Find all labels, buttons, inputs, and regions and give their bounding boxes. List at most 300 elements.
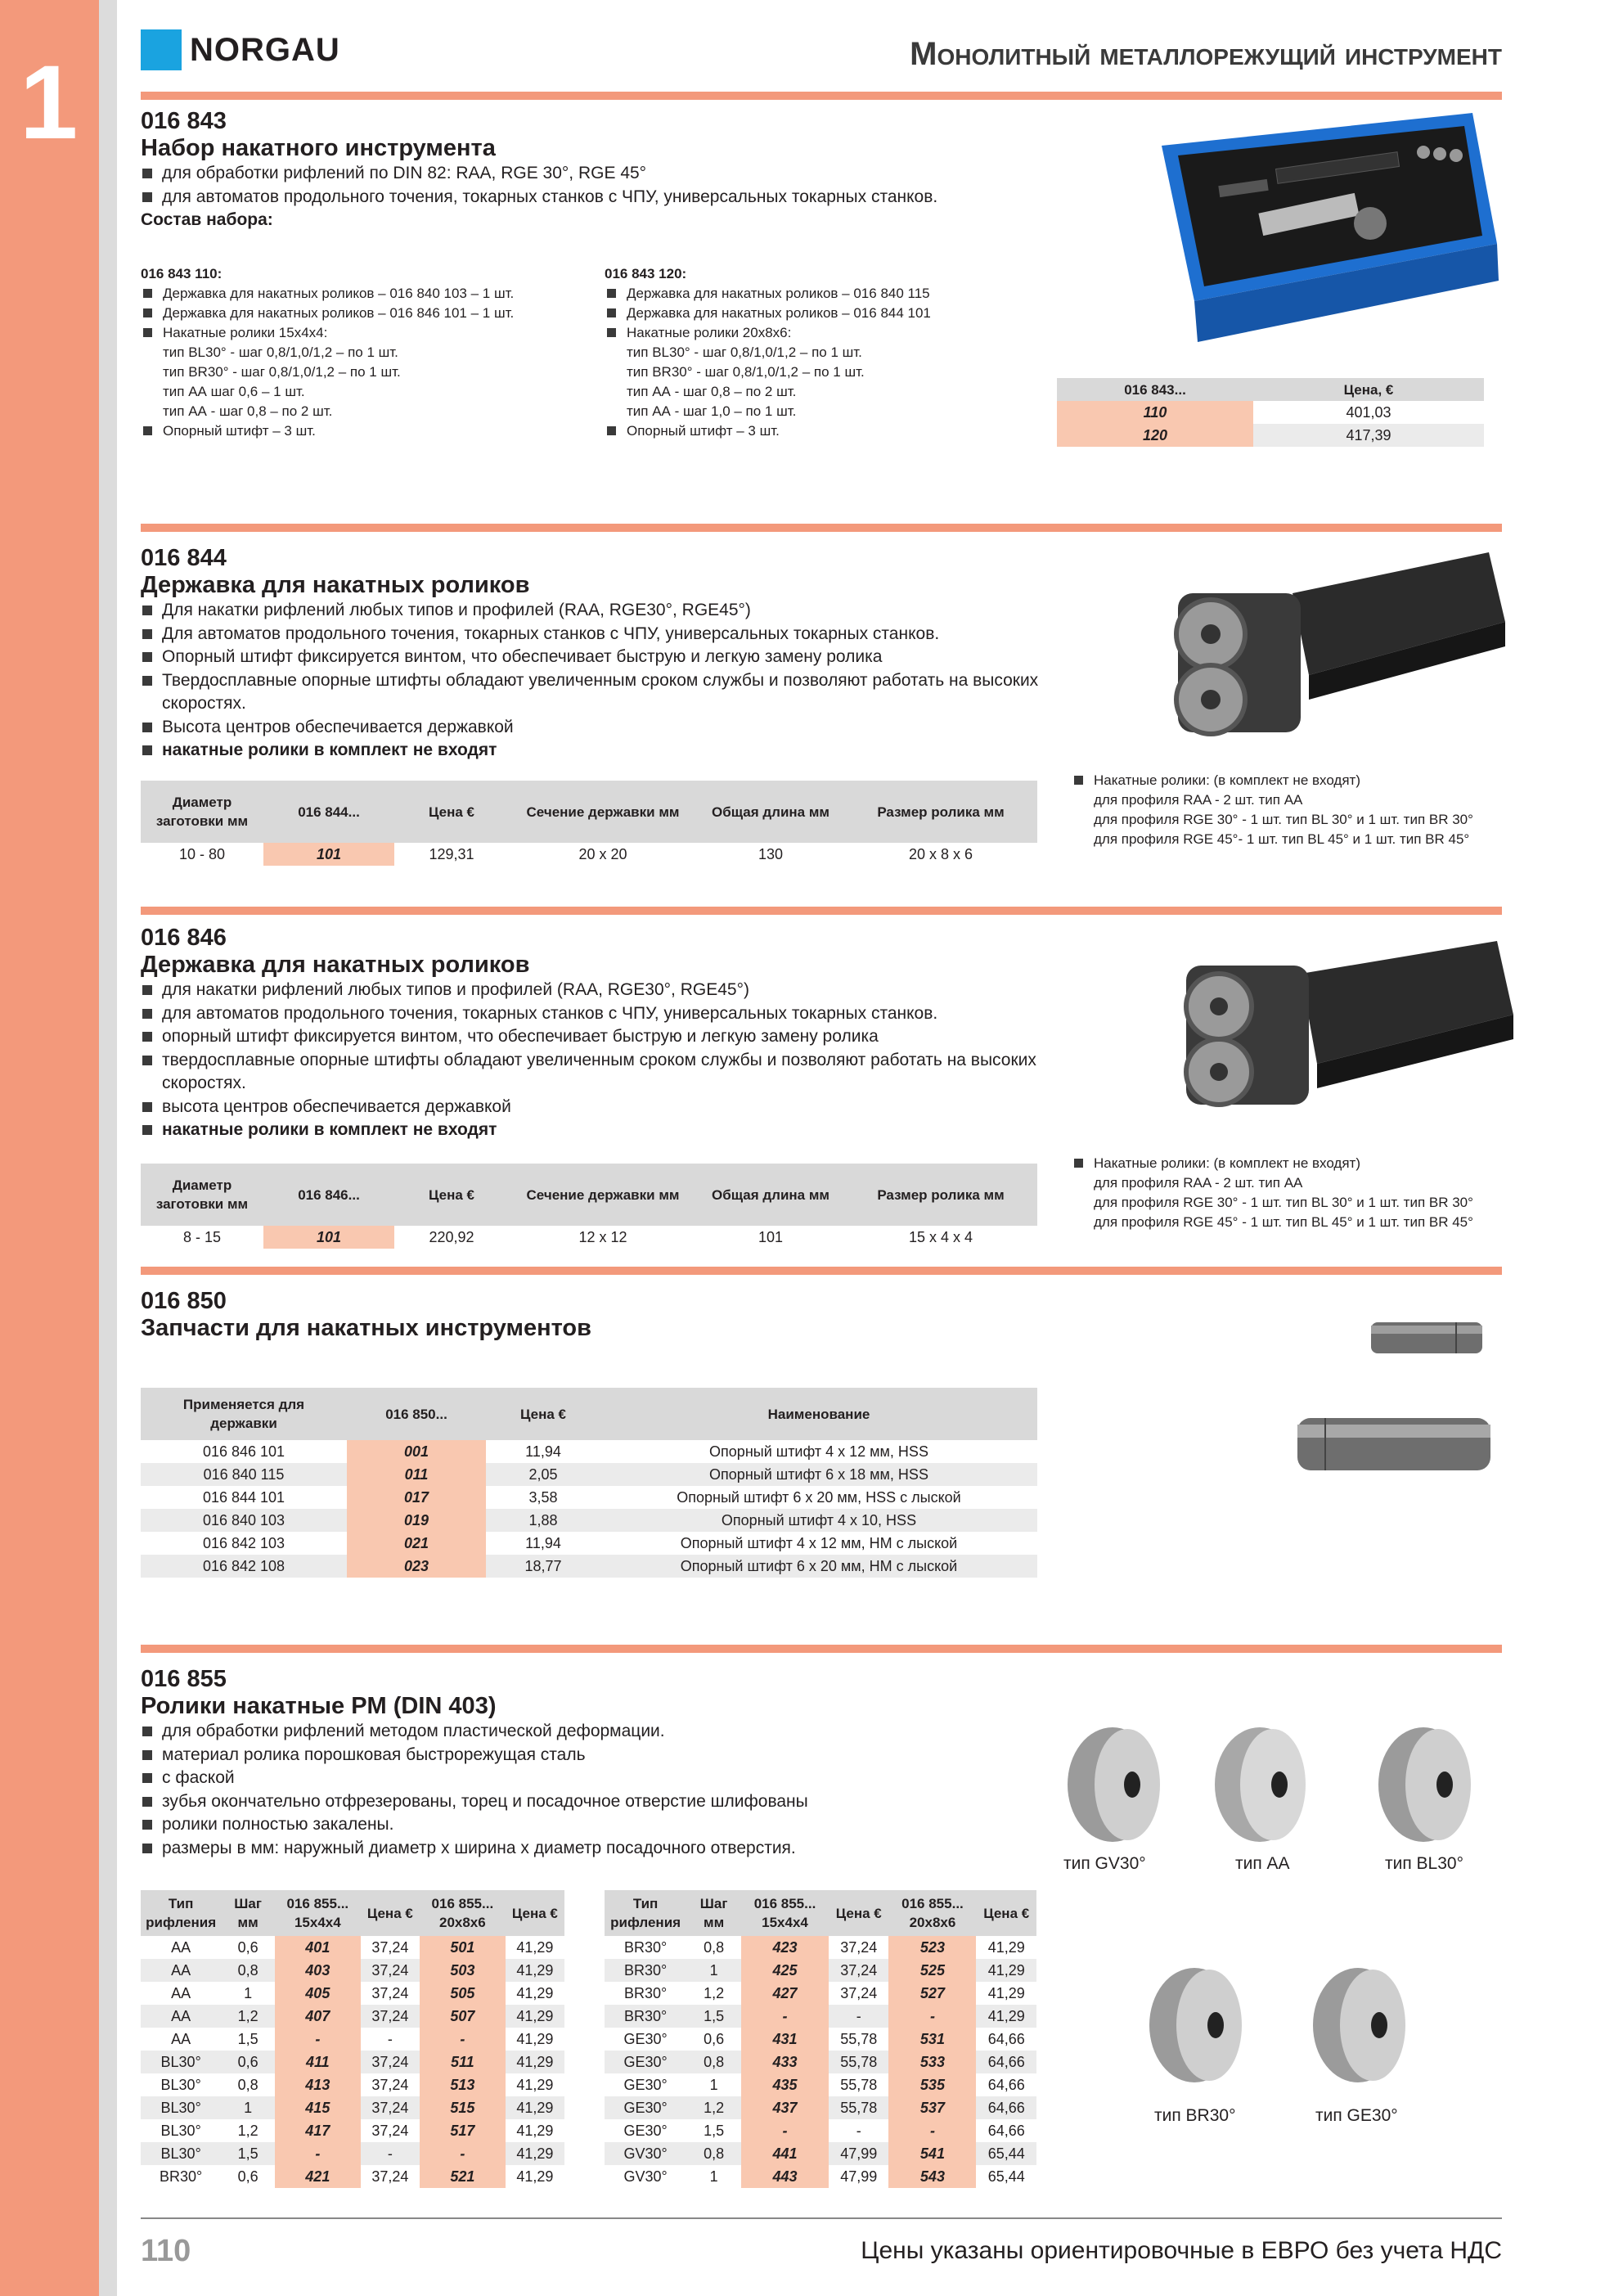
- table-row: [605, 2028, 1036, 2051]
- table-cell: BR30°: [605, 1959, 686, 1982]
- table-cell: 021: [347, 1532, 486, 1555]
- table-cell: 64,66: [987, 2076, 1025, 2093]
- col-header: Шаг мм: [221, 1890, 275, 1936]
- set-subitem: тип АА - шаг 1,0 – по 1 шт.: [627, 403, 797, 419]
- table-cell: 47,99: [840, 2168, 878, 2185]
- feature-item: зубья окончательно отфрезерованы, торец и посадочное отверстие шлифованы: [141, 1790, 1049, 1814]
- table-cell: 543: [888, 2165, 976, 2188]
- roller-aa-image: [1211, 1723, 1317, 1846]
- table-row: [141, 1509, 1037, 1532]
- set-110-list: [141, 284, 599, 441]
- note-line: для профиля RAA - 2 шт. тип АА: [1094, 792, 1303, 808]
- feature-list: [141, 1720, 1049, 1860]
- table-cell: 1,5: [686, 2005, 741, 2028]
- table-cell: 433: [741, 2051, 829, 2073]
- holder-016844-image: [1145, 544, 1522, 765]
- feature-item: накатные ролики в комплект не входят: [141, 1119, 1049, 1142]
- table-cell: 0,8: [221, 1959, 275, 1982]
- table-cell: 1,5: [704, 2122, 725, 2139]
- spec-table-016846: [141, 1164, 1037, 1249]
- table-cell: 431: [741, 2028, 829, 2051]
- feature-item: Твердосплавные опорные штифты обладают увеличенным сроком службы и позволяют работать на высоких скоростях.: [141, 669, 1049, 716]
- table-row: [141, 2165, 564, 2188]
- table-cell: 37,24: [829, 1959, 889, 1982]
- table-cell: 12 x 12: [578, 1228, 627, 1245]
- table-cell: 1: [221, 2096, 275, 2119]
- table-row: [605, 2142, 1036, 2165]
- col-header: Цена €: [486, 1388, 600, 1440]
- col-header: Цена, €: [1253, 378, 1484, 401]
- set-subitem: тип АА - шаг 0,8 – по 2 шт.: [627, 384, 797, 399]
- set-item: Державка для накатных роликов – 016 844 101: [605, 304, 1063, 323]
- table-cell: 55,78: [829, 2096, 889, 2119]
- section-rule: [141, 524, 1502, 532]
- table-cell: 517: [420, 2119, 506, 2142]
- table-row: [141, 1440, 1037, 1463]
- table-cell: 65,44: [987, 2168, 1025, 2185]
- table-cell: 37,24: [840, 1984, 878, 2001]
- table-cell: 0,6: [237, 2168, 259, 2185]
- table-cell: 019: [347, 1509, 486, 1532]
- table-cell: -: [387, 2030, 393, 2047]
- table-cell: 016 846 101: [202, 1443, 285, 1460]
- table-cell: GE30°: [605, 2051, 686, 2073]
- feature-list: [141, 162, 1090, 209]
- table-cell: GE30°: [623, 2076, 668, 2093]
- table-cell: 20 x 8 x 6: [908, 845, 973, 862]
- feature-item: Для накатки рифлений любых типов и профилей (RAA, RGE30°, RGE45°): [141, 599, 1049, 623]
- table-cell: АА: [141, 1959, 221, 1982]
- table-cell: 405: [275, 1982, 361, 2005]
- roller-type-label: тип BL30°: [1385, 1854, 1463, 1873]
- table-cell: 64,66: [987, 2122, 1025, 2139]
- table-cell: 37,24: [361, 2096, 420, 2119]
- table-cell: 0,8: [686, 2142, 741, 2165]
- table-cell: Опорный штифт 4 x 10, HSS: [600, 1509, 1037, 1532]
- table-row: [141, 1463, 1037, 1486]
- set-120: [605, 264, 1063, 441]
- table-cell: -: [741, 2119, 829, 2142]
- table-row: [141, 2028, 564, 2051]
- table-cell: 0,6: [237, 1938, 259, 1956]
- price-table-016843: [1057, 378, 1484, 447]
- set-subitem: тип BR30° - шаг 0,8/1,0/1,2 – по 1 шт.: [163, 364, 401, 380]
- table-cell: 0,8: [704, 1938, 725, 1956]
- chapter-sidebar: [0, 0, 99, 2296]
- table-row: [141, 1486, 1037, 1509]
- table-cell: 55,78: [840, 2076, 878, 2093]
- set-subitem: тип BL30° - шаг 0,8/1,0/1,2 – по 1 шт.: [163, 344, 398, 360]
- table-cell: 541: [888, 2142, 976, 2165]
- product-code: 016 843: [141, 108, 227, 134]
- spare-parts-table: [141, 1388, 1037, 1578]
- table-row: [1057, 401, 1484, 424]
- rollers-table-left: [141, 1890, 564, 2188]
- col-header: 016 843...: [1057, 378, 1253, 401]
- set-item: Державка для накатных роликов – 016 840 103 – 1 шт.: [141, 284, 599, 304]
- feature-item: размеры в мм: наружный диаметр x ширина x диаметр посадочного отверстия.: [141, 1837, 1049, 1861]
- set-120-list: [605, 284, 1063, 441]
- feature-item: твердосплавные опорные штифты обладают увеличенным сроком службы и позволяют работать на высоких скоростях.: [141, 1049, 1049, 1096]
- table-row: [141, 2051, 564, 2073]
- table-cell: 20 x 20: [578, 845, 627, 862]
- table-cell: 425: [741, 1959, 829, 1982]
- table-cell: 505: [420, 1982, 506, 2005]
- feature-item: для накатки рифлений любых типов и профилей (RAA, RGE30°, RGE45°): [141, 979, 1049, 1002]
- table-row: [141, 1555, 1037, 1578]
- order-code: 120: [1057, 424, 1253, 447]
- table-cell: BR30°: [605, 2005, 686, 2028]
- table-cell: 37,24: [371, 1938, 409, 1956]
- table-cell: 11,94: [525, 1443, 561, 1460]
- table-row: [605, 2165, 1036, 2188]
- table-cell: 527: [888, 1982, 976, 2005]
- table-cell: BR30°: [623, 1984, 668, 2001]
- col-header: Сечение державки мм: [509, 781, 697, 843]
- footer-note: Цены указаны ориентировочные в ЕВРО без учета НДС: [861, 2237, 1502, 2264]
- col-header: Тип рифления: [141, 1890, 221, 1936]
- table-cell: 023: [347, 1555, 486, 1578]
- table-cell: 535: [888, 2073, 976, 2096]
- table-cell: -: [275, 2142, 361, 2165]
- page-number: 110: [141, 2234, 191, 2268]
- table-cell: 537: [888, 2096, 976, 2119]
- set-items: [141, 284, 599, 441]
- table-cell: 55,78: [829, 2051, 889, 2073]
- table-cell: 41,29: [506, 2096, 564, 2119]
- table-cell: -: [275, 2028, 361, 2051]
- note-heading: Накатные ролики: (в комплект не входят): [1072, 1154, 1513, 1173]
- table-cell: 41,29: [987, 1938, 1025, 1956]
- table-row: [141, 1959, 564, 1982]
- section-016846: [141, 925, 1049, 1142]
- set-label: Состав набора:: [141, 210, 273, 229]
- table-cell: 1,5: [237, 2030, 259, 2047]
- table-cell: 3,58: [528, 1488, 558, 1506]
- table-cell: -: [741, 2005, 829, 2028]
- table-cell: 016 842 103: [202, 1534, 285, 1551]
- table-cell: 016 842 108: [141, 1555, 347, 1578]
- product-title: Запчасти для накатных инструментов: [141, 1315, 591, 1341]
- table-cell: 423: [741, 1936, 829, 1959]
- col-header: Тип рифления: [605, 1890, 686, 1936]
- table-cell: 37,24: [361, 2051, 420, 2073]
- table-cell: 2,05: [486, 1463, 600, 1486]
- col-header: 016 855... 15x4x4: [275, 1890, 361, 1936]
- table-cell: 411: [275, 2051, 361, 2073]
- product-code: 016 850: [141, 1288, 227, 1314]
- table-cell: 37,24: [371, 2168, 409, 2185]
- table-cell: 1: [709, 2076, 718, 2093]
- product-title: Державка для накатных роликов: [141, 572, 530, 598]
- table-cell: 515: [420, 2096, 506, 2119]
- roller-br30-image: [1145, 1964, 1252, 2087]
- roller-bl30-image: [1374, 1723, 1481, 1846]
- brand-name: NORGAU: [190, 32, 340, 68]
- table-cell: 0,6: [221, 2051, 275, 2073]
- product-title: Державка для накатных роликов: [141, 952, 530, 978]
- note-line: для профиля RGE 30° - 1 шт. тип BL 30° и 1 шт. тип BR 30°: [1094, 812, 1473, 827]
- set-item: Опорный штифт – 3 шт.: [605, 421, 1063, 441]
- pin-small-image: [1366, 1317, 1489, 1358]
- roller-gv30-image: [1063, 1723, 1170, 1846]
- table-cell: 1: [709, 2168, 718, 2185]
- table-cell: 41,29: [506, 2051, 564, 2073]
- col-header: Цена €: [361, 1890, 420, 1936]
- table-cell: 413: [275, 2073, 361, 2096]
- chapter-number: 1: [20, 44, 79, 161]
- set-item: Державка для накатных роликов – 016 846 101 – 1 шт.: [141, 304, 599, 323]
- table-cell: BL30°: [141, 2142, 221, 2165]
- table-cell: 435: [741, 2073, 829, 2096]
- set-item: Державка для накатных роликов – 016 840 115: [605, 284, 1063, 304]
- table-cell: 437: [741, 2096, 829, 2119]
- feature-item: для обработки рифлений по DIN 82: RAA, RGE 30°, RGE 45°: [141, 162, 1090, 186]
- set-subitem: тип BR30° - шаг 0,8/1,0/1,2 – по 1 шт.: [627, 364, 865, 380]
- table-cell: 403: [275, 1959, 361, 1982]
- table-cell: 41,29: [506, 1959, 564, 1982]
- table-cell: 130: [758, 845, 784, 862]
- set-110-heading: 016 843 110:: [141, 266, 223, 281]
- section-016850: [141, 1288, 1049, 1342]
- table-cell: BL30°: [160, 2122, 201, 2139]
- sidebar-stripe: [99, 0, 117, 2296]
- table-cell: АА: [141, 2005, 221, 2028]
- table-cell: 220,92: [429, 1228, 474, 1245]
- product-code: 016 846: [141, 925, 227, 951]
- table-row: [605, 1982, 1036, 2005]
- table-cell: 41,29: [506, 2005, 564, 2028]
- section-rule: [141, 1645, 1502, 1653]
- section-016843: [141, 108, 1090, 232]
- table-cell: GE30°: [623, 2030, 668, 2047]
- col-header: Размер ролика мм: [844, 1164, 1037, 1226]
- feature-item: накатные ролики в комплект не входят: [141, 739, 1049, 763]
- table-cell: 001: [347, 1440, 486, 1463]
- table-row: [141, 2142, 564, 2165]
- footer-rule: [141, 2217, 1502, 2219]
- table-cell: 011: [347, 1463, 486, 1486]
- price: 417,39: [1253, 424, 1484, 447]
- table-cell: 017: [347, 1486, 486, 1509]
- table-cell: 0,8: [686, 2051, 741, 2073]
- table-cell: 41,29: [516, 2030, 554, 2047]
- table-cell: 41,29: [516, 2122, 554, 2139]
- table-cell: -: [856, 2122, 861, 2139]
- note-line: для профиля RAA - 2 шт. тип АА: [1094, 1175, 1303, 1191]
- table-cell: Опорный штифт 4 x 12 мм, HSS: [709, 1443, 928, 1460]
- feature-item: высота центров обеспечивается державкой: [141, 1096, 1049, 1119]
- col-header: 016 844...: [263, 781, 394, 843]
- page-title: Монолитный металлорежущий инструмент: [910, 36, 1502, 72]
- rollers-table-right: [605, 1890, 1036, 2188]
- table-cell: 37,24: [840, 1938, 878, 1956]
- table-cell: -: [829, 2005, 889, 2028]
- set-110: [141, 264, 599, 441]
- table-cell: 401: [275, 1936, 361, 1959]
- table-cell: -: [888, 2119, 976, 2142]
- note-line: для профиля RGE 30° - 1 шт. тип BL 30° и 1 шт. тип BR 30°: [1094, 1195, 1473, 1210]
- table-cell: 1,2: [704, 1984, 725, 2001]
- table-cell: 523: [888, 1936, 976, 1959]
- col-header: Шаг мм: [686, 1890, 741, 1936]
- table-cell: 15 x 4 x 4: [908, 1228, 973, 1245]
- col-header: Общая длина мм: [697, 1164, 844, 1226]
- feature-item: для обработки рифлений методом пластической деформации.: [141, 1720, 1049, 1744]
- table-cell: 1,5: [221, 2142, 275, 2165]
- table-row: [1057, 424, 1484, 447]
- table-row: [141, 2073, 564, 2096]
- col-header: 016 846...: [263, 1164, 394, 1226]
- table-cell: GV30°: [623, 2168, 668, 2185]
- table-row: [605, 1959, 1036, 1982]
- feature-list: [141, 599, 1049, 763]
- col-header: Цена €: [976, 1890, 1036, 1936]
- product-title: Ролики накатные PM (DIN 403): [141, 1693, 497, 1719]
- table-cell: 427: [741, 1982, 829, 2005]
- roller-type-label: тип GE30°: [1315, 2106, 1398, 2125]
- table-cell: BL30°: [141, 2051, 221, 2073]
- table-cell: 47,99: [829, 2142, 889, 2165]
- note-line: для профиля RGE 45°- 1 шт. тип BL 45° и 1 шт. тип BR 45°: [1094, 831, 1470, 847]
- table-cell: 1,2: [686, 2096, 741, 2119]
- col-header: Цена €: [506, 1890, 564, 1936]
- table-cell: 41,29: [516, 2168, 554, 2185]
- table-cell: Опорный штифт 4 x 12 мм, HM с лыской: [680, 1534, 958, 1551]
- table-cell: АА: [171, 1938, 191, 1956]
- order-code: 110: [1057, 401, 1253, 424]
- col-header: Диаметр заготовки мм: [141, 781, 263, 843]
- table-row: [605, 2051, 1036, 2073]
- table-cell: 129,31: [429, 845, 474, 862]
- table-cell: 37,24: [371, 2122, 409, 2139]
- col-header: 016 855... 20x8x6: [420, 1890, 506, 1936]
- set-items: [605, 284, 1063, 441]
- section-016844: [141, 545, 1049, 763]
- holder-016846-image: [1153, 925, 1522, 1137]
- table-cell: 503: [420, 1959, 506, 1982]
- table-cell: 37,24: [371, 2076, 409, 2093]
- col-header: Цена €: [394, 781, 509, 843]
- table-cell: 41,29: [987, 1984, 1025, 2001]
- pin-large-image: [1293, 1411, 1497, 1477]
- set-item: Накатные ролики 20x8x6:: [605, 323, 1063, 343]
- table-cell: 513: [420, 2073, 506, 2096]
- table-cell: 525: [888, 1959, 976, 1982]
- rollers-note-016844: [1072, 771, 1513, 849]
- table-cell: 016 840 115: [141, 1463, 347, 1486]
- note-line: для профиля RGE 45° - 1 шт. тип BL 45° и 1 шт. тип BR 45°: [1094, 1214, 1473, 1230]
- table-row: [141, 1936, 564, 1959]
- table-cell: 0,8: [237, 2076, 259, 2093]
- table-cell: GE30°: [623, 2122, 668, 2139]
- table-cell: 41,29: [506, 2142, 564, 2165]
- roller-type-label: тип GV30°: [1063, 1854, 1146, 1873]
- table-cell: 41,29: [516, 2076, 554, 2093]
- table-cell: 501: [420, 1936, 506, 1959]
- table-cell: 10 - 80: [178, 845, 226, 862]
- table-cell: 521: [420, 2165, 506, 2188]
- section-016855: [141, 1666, 1049, 1860]
- set-item: Накатные ролики 15x4x4:: [141, 323, 599, 343]
- col-header: Сечение державки мм: [509, 1164, 697, 1226]
- knurling-set-image: [1113, 105, 1505, 367]
- table-cell: 65,44: [976, 2142, 1036, 2165]
- table-cell: 37,24: [361, 1959, 420, 1982]
- table-cell: 41,29: [976, 1959, 1036, 1982]
- table-cell: Опорный штифт 6 x 18 мм, HSS: [600, 1463, 1037, 1486]
- table-cell: BL30°: [160, 2076, 201, 2093]
- table-row: [141, 1532, 1037, 1555]
- table-cell: 421: [275, 2165, 361, 2188]
- table-cell: 441: [741, 2142, 829, 2165]
- table-cell: -: [420, 2028, 506, 2051]
- feature-item: опорный штифт фиксируется винтом, что обеспечивает быструю и легкую замену ролика: [141, 1025, 1049, 1049]
- table-cell: -: [361, 2142, 420, 2165]
- table-cell: 511: [420, 2051, 506, 2073]
- set-subitem: тип BL30° - шаг 0,8/1,0/1,2 – по 1 шт.: [627, 344, 862, 360]
- feature-item: с фаской: [141, 1767, 1049, 1790]
- table-cell: BR30°: [623, 1938, 668, 1956]
- table-cell: 101: [263, 843, 394, 866]
- set-120-heading: 016 843 120:: [605, 266, 687, 281]
- col-header: Размер ролика мм: [844, 781, 1037, 843]
- roller-type-label: тип AA: [1235, 1854, 1290, 1873]
- rollers-note-016846: [1072, 1154, 1513, 1232]
- col-header: Диаметр заготовки мм: [141, 1164, 263, 1226]
- price: 401,03: [1346, 403, 1391, 421]
- col-header: Наименование: [600, 1388, 1037, 1440]
- table-cell: 101: [758, 1228, 784, 1245]
- feature-item: для автоматов продольного точения, токарных станков с ЧПУ, универсальных токарных станков.: [141, 186, 1090, 209]
- feature-item: для автоматов продольного точения, токарных станков с ЧПУ, универсальных токарных станков.: [141, 1002, 1049, 1026]
- brand-logo-icon: [141, 29, 182, 70]
- table-cell: 41,29: [516, 1984, 554, 2001]
- col-header: 016 855... 15x4x4: [741, 1890, 829, 1936]
- table-cell: 1,2: [237, 2122, 259, 2139]
- col-header: Цена €: [394, 1164, 509, 1226]
- feature-item: ролики полностью закалены.: [141, 1813, 1049, 1837]
- section-rule: [141, 1267, 1502, 1275]
- col-header: Цена €: [829, 1890, 889, 1936]
- table-cell: 8 - 15: [182, 1228, 222, 1245]
- set-item: Опорный штифт – 3 шт.: [141, 421, 599, 441]
- table-cell: 64,66: [976, 2096, 1036, 2119]
- table-cell: 417: [275, 2119, 361, 2142]
- table-cell: Опорный штифт 6 x 20 мм, HSS с лыской: [677, 1488, 961, 1506]
- feature-item: материал ролика порошковая быстрорежущая сталь: [141, 1744, 1049, 1767]
- table-cell: 016 840 103: [141, 1509, 347, 1532]
- product-title: Набор накатного инструмента: [141, 135, 496, 161]
- table-cell: 64,66: [987, 2030, 1025, 2047]
- note-heading: Накатные ролики: (в комплект не входят): [1072, 771, 1513, 790]
- table-cell: 64,66: [976, 2051, 1036, 2073]
- table-row: [605, 1936, 1036, 1959]
- table-row: [141, 2005, 564, 2028]
- spec-table-016844: [141, 781, 1037, 866]
- table-cell: 37,24: [361, 2005, 420, 2028]
- table-row: [605, 2073, 1036, 2096]
- table-cell: 507: [420, 2005, 506, 2028]
- table-row: [605, 2119, 1036, 2142]
- col-header: 016 855... 20x8x6: [888, 1890, 976, 1936]
- feature-list: [141, 979, 1049, 1142]
- col-header: Применяется для державки: [141, 1388, 347, 1440]
- set-subitem: тип АА шаг 0,6 – 1 шт.: [163, 384, 305, 399]
- feature-item: Высота центров обеспечивается державкой: [141, 716, 1049, 740]
- table-row: [141, 1982, 564, 2005]
- table-cell: 533: [888, 2051, 976, 2073]
